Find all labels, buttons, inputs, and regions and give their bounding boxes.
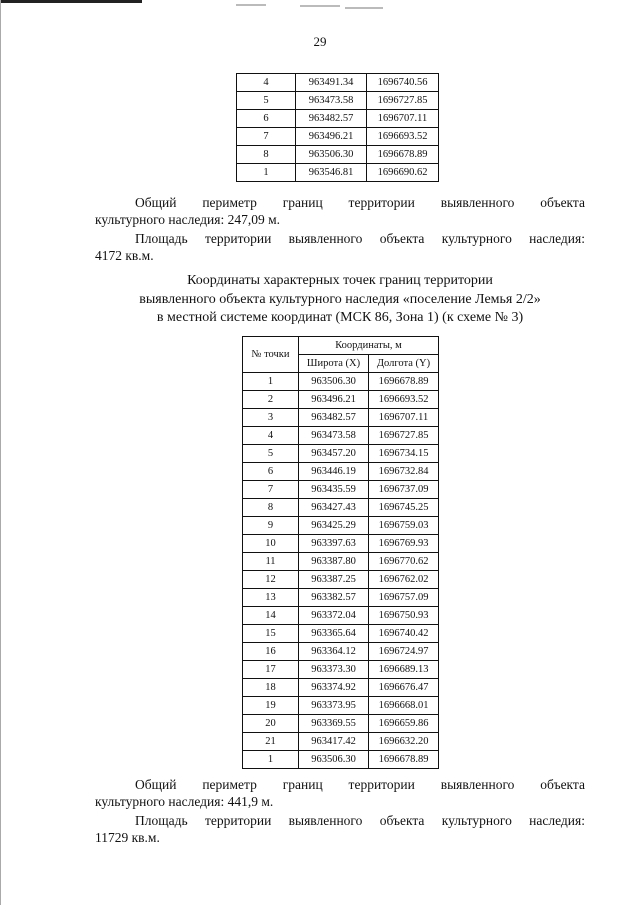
point-number-cell: 16 <box>243 643 299 661</box>
table-row <box>237 128 439 146</box>
table-row <box>243 373 439 391</box>
perimeter-paragraph <box>95 194 585 228</box>
longitude-cell: 1696689.13 <box>369 661 439 679</box>
latitude-cell: 963546.81 <box>296 164 367 182</box>
point-number-cell: 7 <box>243 481 299 499</box>
latitude-cell: 963373.30 <box>299 661 369 679</box>
scan-speck <box>236 4 266 6</box>
longitude-cell: 1696740.42 <box>369 625 439 643</box>
latitude-cell: 963369.55 <box>299 715 369 733</box>
heading-line: выявленного объекта культурного наследия «поселение Лемья 2/2» <box>139 291 541 307</box>
latitude-cell: 963496.21 <box>296 128 367 146</box>
latitude-cell: 963506.30 <box>299 373 369 391</box>
point-number-cell: 7 <box>237 128 296 146</box>
table-row <box>243 607 439 625</box>
point-number-cell: 12 <box>243 571 299 589</box>
paragraph-line: культурного наследия: 247,09 м. <box>95 212 281 227</box>
point-number-cell: 4 <box>237 74 296 92</box>
scan-artifact-line <box>0 0 142 3</box>
table-row <box>243 481 439 499</box>
table-row <box>243 409 439 427</box>
point-number-cell: 2 <box>243 391 299 409</box>
point-number-cell: 5 <box>243 445 299 463</box>
table-row <box>237 74 439 92</box>
latitude-cell: 963387.80 <box>299 553 369 571</box>
coordinates-table-continued <box>236 73 439 182</box>
longitude-cell: 1696770.62 <box>369 553 439 571</box>
longitude-cell: 1696759.03 <box>369 517 439 535</box>
area-paragraph <box>95 812 585 846</box>
longitude-cell: 1696693.52 <box>367 128 439 146</box>
table-row <box>243 445 439 463</box>
area-paragraph <box>95 230 585 264</box>
table-row <box>243 733 439 751</box>
longitude-cell: 1696690.62 <box>367 164 439 182</box>
longitude-cell: 1696745.25 <box>369 499 439 517</box>
latitude-cell: 963427.43 <box>299 499 369 517</box>
longitude-cell: 1696693.52 <box>369 391 439 409</box>
longitude-cell: 1696676.47 <box>369 679 439 697</box>
longitude-cell: 1696727.85 <box>367 92 439 110</box>
point-number-cell: 9 <box>243 517 299 535</box>
coordinates-heading <box>95 272 585 328</box>
coordinates-table <box>242 336 439 769</box>
point-number-cell: 4 <box>243 427 299 445</box>
point-number-cell: 20 <box>243 715 299 733</box>
latitude-cell: 963397.63 <box>299 535 369 553</box>
scan-speck <box>345 7 383 9</box>
longitude-cell: 1696757.09 <box>369 589 439 607</box>
latitude-cell: 963374.92 <box>299 679 369 697</box>
point-number-cell: 18 <box>243 679 299 697</box>
point-number-cell: 1 <box>243 373 299 391</box>
point-number-cell: 6 <box>243 463 299 481</box>
point-number-cell: 21 <box>243 733 299 751</box>
longitude-cell: 1696678.89 <box>367 146 439 164</box>
paragraph-line: 11729 кв.м. <box>95 830 160 845</box>
latitude-cell: 963446.19 <box>299 463 369 481</box>
paragraph-line: Общий периметр границ территории выявленного объекта <box>135 777 585 792</box>
point-number-cell: 1 <box>243 751 299 769</box>
table-row <box>243 553 439 571</box>
paragraph-line: Площадь территории выявленного объекта культурного наследия: <box>135 813 585 828</box>
point-number-cell: 6 <box>237 110 296 128</box>
latitude-cell: 963473.58 <box>296 92 367 110</box>
longitude-cell: 1696732.84 <box>369 463 439 481</box>
latitude-cell: 963417.42 <box>299 733 369 751</box>
table-row <box>243 427 439 445</box>
longitude-cell: 1696678.89 <box>369 751 439 769</box>
perimeter-paragraph <box>95 776 585 810</box>
latitude-cell: 963382.57 <box>299 589 369 607</box>
longitude-cell: 1696734.15 <box>369 445 439 463</box>
table-row <box>243 697 439 715</box>
point-number-cell: 10 <box>243 535 299 553</box>
latitude-cell: 963473.58 <box>299 427 369 445</box>
paragraph-line: культурного наследия: 441,9 м. <box>95 794 274 809</box>
longitude-cell: 1696632.20 <box>369 733 439 751</box>
latitude-cell: 963491.34 <box>296 74 367 92</box>
table-row <box>243 679 439 697</box>
latitude-cell: 963373.95 <box>299 697 369 715</box>
table-row <box>243 625 439 643</box>
header-longitude: Долгота (Y) <box>369 355 439 373</box>
point-number-cell: 5 <box>237 92 296 110</box>
longitude-cell: 1696762.02 <box>369 571 439 589</box>
table-row <box>243 715 439 733</box>
latitude-cell: 963365.64 <box>299 625 369 643</box>
latitude-cell: 963496.21 <box>299 391 369 409</box>
heading-line: Координаты характерных точек границ территории <box>187 273 493 288</box>
latitude-cell: 963364.12 <box>299 643 369 661</box>
longitude-cell: 1696678.89 <box>369 373 439 391</box>
longitude-cell: 1696737.09 <box>369 481 439 499</box>
longitude-cell: 1696724.97 <box>369 643 439 661</box>
table-row <box>237 146 439 164</box>
table-row <box>237 92 439 110</box>
point-number-cell: 8 <box>243 499 299 517</box>
latitude-cell: 963506.30 <box>296 146 367 164</box>
latitude-cell: 963387.25 <box>299 571 369 589</box>
scan-artifact-edge <box>0 0 1 905</box>
point-number-cell: 19 <box>243 697 299 715</box>
point-number-cell: 15 <box>243 625 299 643</box>
page-number: 29 <box>313 34 327 49</box>
table-row <box>243 661 439 679</box>
latitude-cell: 963425.29 <box>299 517 369 535</box>
table-row <box>243 535 439 553</box>
latitude-cell: 963435.59 <box>299 481 369 499</box>
point-number-cell: 11 <box>243 553 299 571</box>
latitude-cell: 963482.57 <box>296 110 367 128</box>
table-row <box>243 643 439 661</box>
point-number-cell: 13 <box>243 589 299 607</box>
table-row <box>243 517 439 535</box>
table-row <box>237 164 439 182</box>
latitude-cell: 963372.04 <box>299 607 369 625</box>
longitude-cell: 1696707.11 <box>367 110 439 128</box>
longitude-cell: 1696727.85 <box>369 427 439 445</box>
longitude-cell: 1696707.11 <box>369 409 439 427</box>
paragraph-line: Общий периметр границ территории выявленного объекта <box>135 195 585 210</box>
latitude-cell: 963506.30 <box>299 751 369 769</box>
point-number-cell: 1 <box>237 164 296 182</box>
heading-line: в местной системе координат (МСК 86, Зона 1) (к схеме № 3) <box>156 310 524 325</box>
scan-speck <box>300 5 340 7</box>
header-latitude: Широта (X) <box>299 355 369 373</box>
header-coordinates: Координаты, м <box>299 337 439 355</box>
paragraph-line: Площадь территории выявленного объекта культурного наследия: <box>135 231 585 246</box>
table-row <box>243 751 439 769</box>
point-number-cell: 17 <box>243 661 299 679</box>
longitude-cell: 1696769.93 <box>369 535 439 553</box>
longitude-cell: 1696668.01 <box>369 697 439 715</box>
point-number-cell: 3 <box>243 409 299 427</box>
longitude-cell: 1696659.86 <box>369 715 439 733</box>
table-row <box>243 391 439 409</box>
table-header-row <box>243 337 439 355</box>
latitude-cell: 963482.57 <box>299 409 369 427</box>
longitude-cell: 1696750.93 <box>369 607 439 625</box>
table-row <box>243 571 439 589</box>
point-number-cell: 8 <box>237 146 296 164</box>
coordinates-table-body <box>243 373 439 769</box>
table-row <box>243 463 439 481</box>
paragraph-line: 4172 кв.м. <box>95 248 154 263</box>
header-point-number: № точки <box>243 337 299 373</box>
longitude-cell: 1696740.56 <box>367 74 439 92</box>
table-row <box>237 110 439 128</box>
point-number-cell: 14 <box>243 607 299 625</box>
table-row <box>243 589 439 607</box>
latitude-cell: 963457.20 <box>299 445 369 463</box>
table-row <box>243 499 439 517</box>
